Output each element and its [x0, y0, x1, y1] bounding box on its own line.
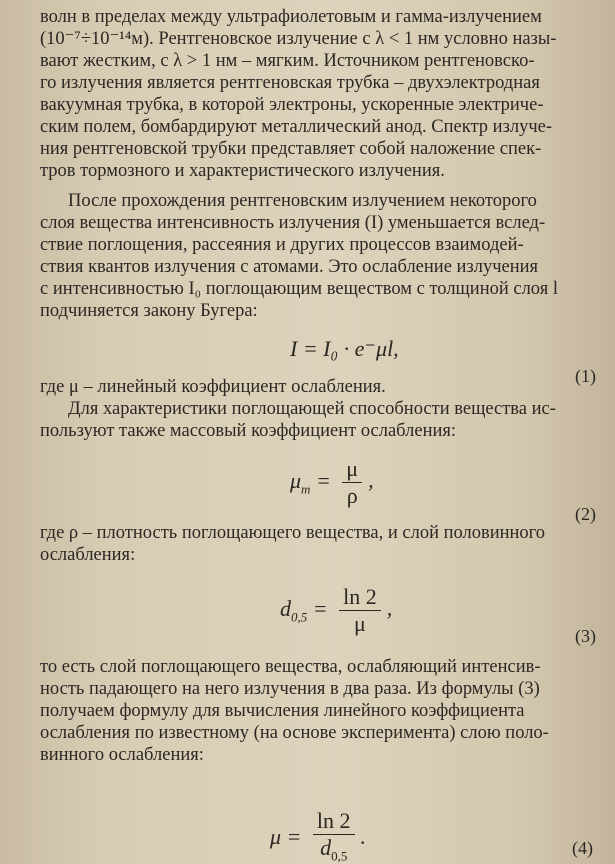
- text-line: Для характеристики поглощающей способности вещества ис-: [68, 399, 556, 419]
- denominator: $d_{0,5}$: [320, 835, 348, 864]
- text-line: винного ослабления:: [40, 745, 204, 765]
- text-line: ствие поглощения, рассеяния и других процессов взаимодей-: [40, 235, 524, 255]
- text-line: где μ – линейный коэффициент ослабления.: [40, 377, 386, 397]
- paragraph-mass-coefficient: [40, 398, 600, 442]
- text-line: получаем формулу для вычисления линейного коэффициента: [40, 701, 525, 721]
- formula-3: $d_{0,5}$ = $\frac{\ln 2}{\mu}$ ,: [280, 584, 393, 636]
- denominator: ρ: [346, 483, 358, 508]
- text-line: с интенсивностью I₀ поглощающим веществом с толщиной слоя l: [40, 279, 558, 299]
- paragraph-xray-intro: [40, 6, 600, 182]
- text-line: го излучения является рентгеновская трубка – двухэлектродная: [40, 73, 540, 93]
- text-line: После прохождения рентгеновским излучением некоторого: [68, 191, 537, 211]
- text-line: слоя вещества интенсивность излучения (I) уменьшается вслед-: [40, 213, 546, 233]
- fraction: [339, 584, 381, 637]
- text-line: подчиняется закону Бугера:: [40, 301, 258, 321]
- text-line: вают жестким, с λ > 1 нм – мягким. Источником рентгеновско-: [40, 51, 535, 71]
- numerator: μ: [342, 456, 362, 483]
- text-line: (10⁻⁷÷10⁻¹⁴м). Рентгеновское излучение с λ < 1 нм условно назы-: [40, 29, 557, 49]
- formula-1-explanation: [40, 376, 600, 398]
- numerator: ln 2: [339, 584, 381, 611]
- paragraph-linear-coefficient: [40, 656, 600, 766]
- text-line: где ρ – плотность поглощающего вещества, и слой половинного: [40, 523, 546, 543]
- text-line: ослабления:: [40, 545, 136, 565]
- paragraph-bouguer-law: [40, 190, 600, 322]
- equation-number-4: (4): [572, 838, 593, 858]
- formula-punctuation: ,: [386, 595, 393, 621]
- equation-number-3: (3): [575, 626, 596, 646]
- equation-number-2: (2): [575, 504, 596, 524]
- text-line: ослабления по известному (на основе эксперимента) слою поло-: [40, 723, 549, 743]
- text-line: то есть слой поглощающего вещества, ослабляющий интенсив-: [40, 657, 541, 677]
- formula-4: μ = $\frac{\ln 2}{d_{0,5}}$ .: [270, 808, 366, 864]
- text-line: волн в пределах между ультрафиолетовым и гамма-излучением: [40, 7, 542, 27]
- fraction: [342, 456, 362, 509]
- fraction: [313, 808, 355, 864]
- text-line: тров тормозного и характеристического излучения.: [40, 161, 445, 181]
- formula-punctuation: ,: [368, 467, 374, 493]
- denominator: μ: [354, 611, 366, 636]
- text-line: ствия квантов излучения с атомами. Это ослабление излучения: [40, 257, 539, 277]
- text-line: пользуют также массовый коэффициент ослабления:: [40, 421, 457, 441]
- formula-1: I = I₀ · e⁻μl,: [290, 336, 399, 361]
- text-line: вакуумная трубка, в которой электроны, ускоренные электриче-: [40, 95, 544, 115]
- formula-punctuation: .: [360, 823, 367, 849]
- equation-number-1: (1): [575, 366, 596, 386]
- text-line: ность падающего на него излучения в два раза. Из формулы (3): [40, 679, 540, 699]
- numerator: ln 2: [313, 808, 355, 835]
- formula-2: $\mu_m$ = $\frac{\mu}{\rho}$ ,: [290, 456, 374, 508]
- text-line: ским полем, бомбардируют металлический анод. Спектр излуче-: [40, 117, 553, 137]
- text-line: ния рентгеновской трубки представляет собой наложение спек-: [40, 139, 542, 159]
- paragraph-half-value-layer: [40, 522, 600, 566]
